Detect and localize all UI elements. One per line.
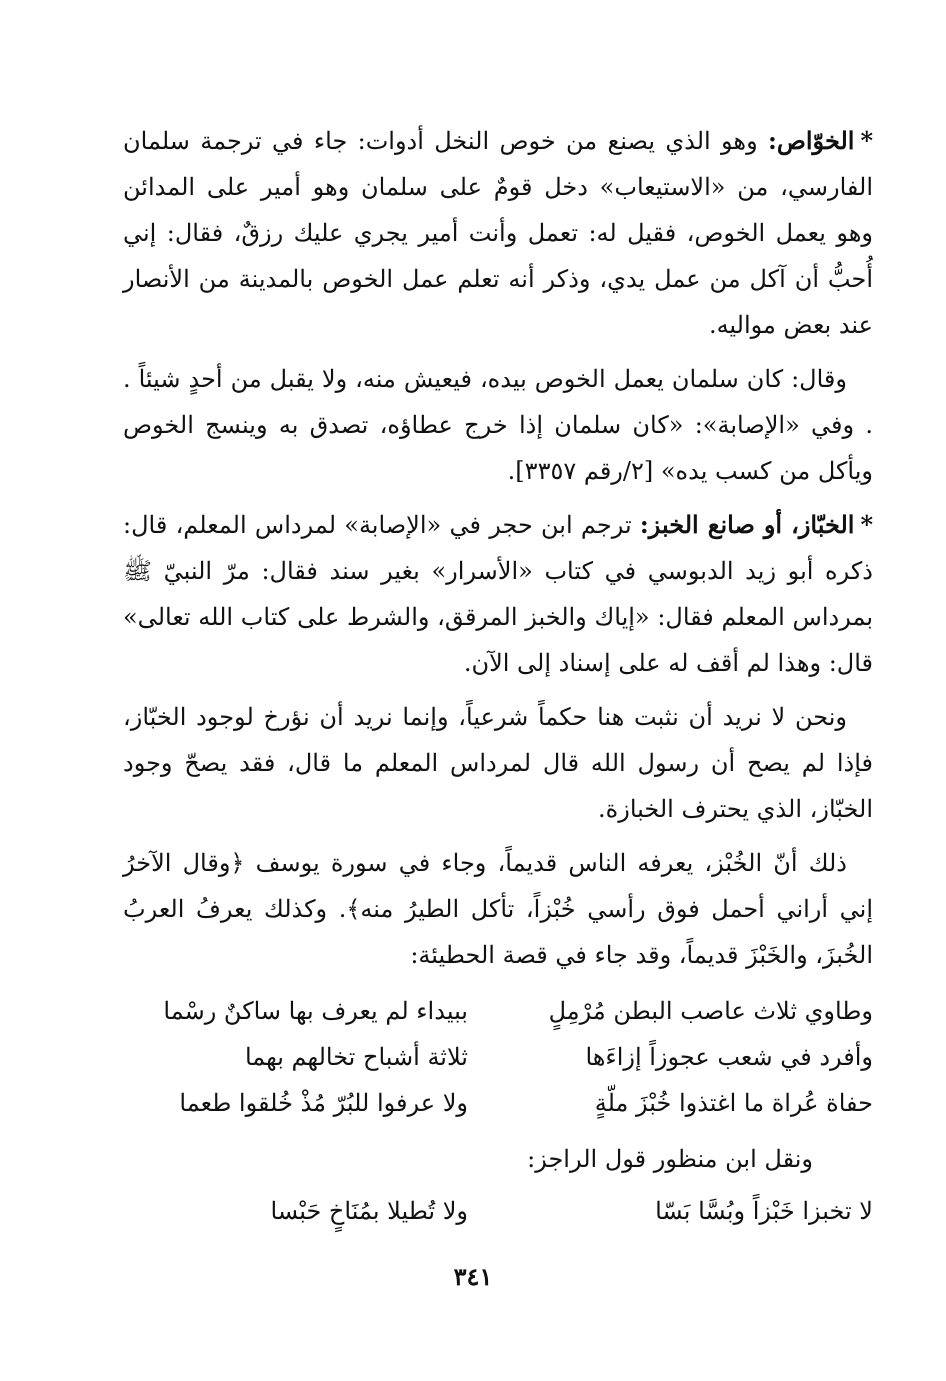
verse-first-hemistich: حفاة عُراة ما اغتذوا خُبْزَ ملّةٍ (594, 1089, 873, 1117)
paragraph-text: ونحن لا نريد أن نثبت هنا حكماً شرعياً، وإنما نريد أن نؤرخ لوجود الخبّاز، فإذا لم يصح أن رسول الله قال لمرداس المعلم ما قال، فقد يصحّ وجود الخبّاز، الذي يحترف الخبازة. (123, 703, 873, 823)
paragraph-text: ذلك أنّ الخُبْز، يعرفه الناس قديماً، وجاء في سورة يوسف ﴿وقال الآخرُ إني أراني أحمل فوق رأسي خُبْزاً، تأكل الطيرُ منه﴾. وكذلك يعرفُ العربُ الخُبزَ، والخَبْزَ قديماً، وقد جاء في قصة الحطيئة: (123, 849, 873, 969)
paragraph-khawwas (123, 118, 873, 348)
verse-line (123, 988, 873, 1034)
rajaz-intro: ونقل ابن منظور قول الراجز: (527, 1145, 813, 1173)
page-number: ٣٤١ (453, 1262, 493, 1291)
paragraph-hukm (123, 694, 873, 832)
paragraph-text: وهو الذي يصنع من خوص النخل أدوات: جاء في ترجمة سلمان الفارسي، من «الاستيعاب» دخل قومٌ على سلمان وهو أمير على المدائن وهو يعمل الخوص، فقيل له: تعمل وأنت أمير يجري عليك رزقٌ، فقال: إني أُحبُّ أن آكل من عمل يدي، وذكر أنه تعلم عمل الخوص بالمدينة من الأنصار عند بعض مواليه. (123, 127, 873, 339)
asterisk-marker: * (860, 510, 874, 539)
verse-second-hemistich: ببيداء لم يعرف بها ساكنٌ رسْما (163, 997, 468, 1025)
page-body (123, 118, 873, 1234)
verse-second-hemistich: ولا تُطيلا بمُنَاخٍ حَبْسا (270, 1197, 468, 1225)
verse-second-hemistich: ثلاثة أشباح تخالهم بهما (244, 1043, 468, 1071)
verse-line (123, 1080, 873, 1126)
paragraph-khubz (123, 840, 873, 978)
paragraph-text: ترجم ابن حجر في «الإصابة» لمرداس المعلم، قال: ذكره أبو زيد الدبوسي في كتاب «الأسرار» بغير سند فقال: مرّ النبيّ ﷺ بمرداس المعلم فقال: «إياك والخبز المرقق، والشرط على كتاب الله تعالى» قال: وهذا لم أقف له على إسناد إلى الآن. (123, 511, 873, 677)
verse-first-hemistich: لا تخبزا خَبْزاً وبُسَّا بَسّا (655, 1197, 873, 1225)
verse-line (123, 1034, 873, 1080)
paragraph-khabbaz (123, 502, 873, 686)
asterisk-marker: * (860, 126, 873, 155)
paragraph-salman (123, 356, 873, 494)
rajaz-verse (123, 1188, 873, 1234)
verse-first-hemistich: وأفرد في شعب عجوزاً إزاءَها (585, 1043, 873, 1071)
paragraph-text: وقال: كان سلمان يعمل الخوص بيده، فيعيش منه، ولا يقبل من أحدٍ شيئاً . . وفي «الإصابة»: «كان سلمان إذا خرج عطاؤه، تصدق به وينسج الخوص ويأكل من كسب يده» [٢/رقم ٣٣٥٧]. (123, 365, 873, 485)
verse-first-hemistich: وطاوي ثلاث عاصب البطن مُرْمِلٍ (548, 997, 873, 1025)
term-khawwas: الخوّاص: (768, 126, 855, 155)
verse-second-hemistich: ولا عرفوا للبُرّ مُذْ خُلقوا طعما (179, 1089, 468, 1117)
term-khabbaz: الخبّاز، أو صانع الخبز: (639, 510, 855, 539)
poem-hutayah (123, 988, 873, 1126)
